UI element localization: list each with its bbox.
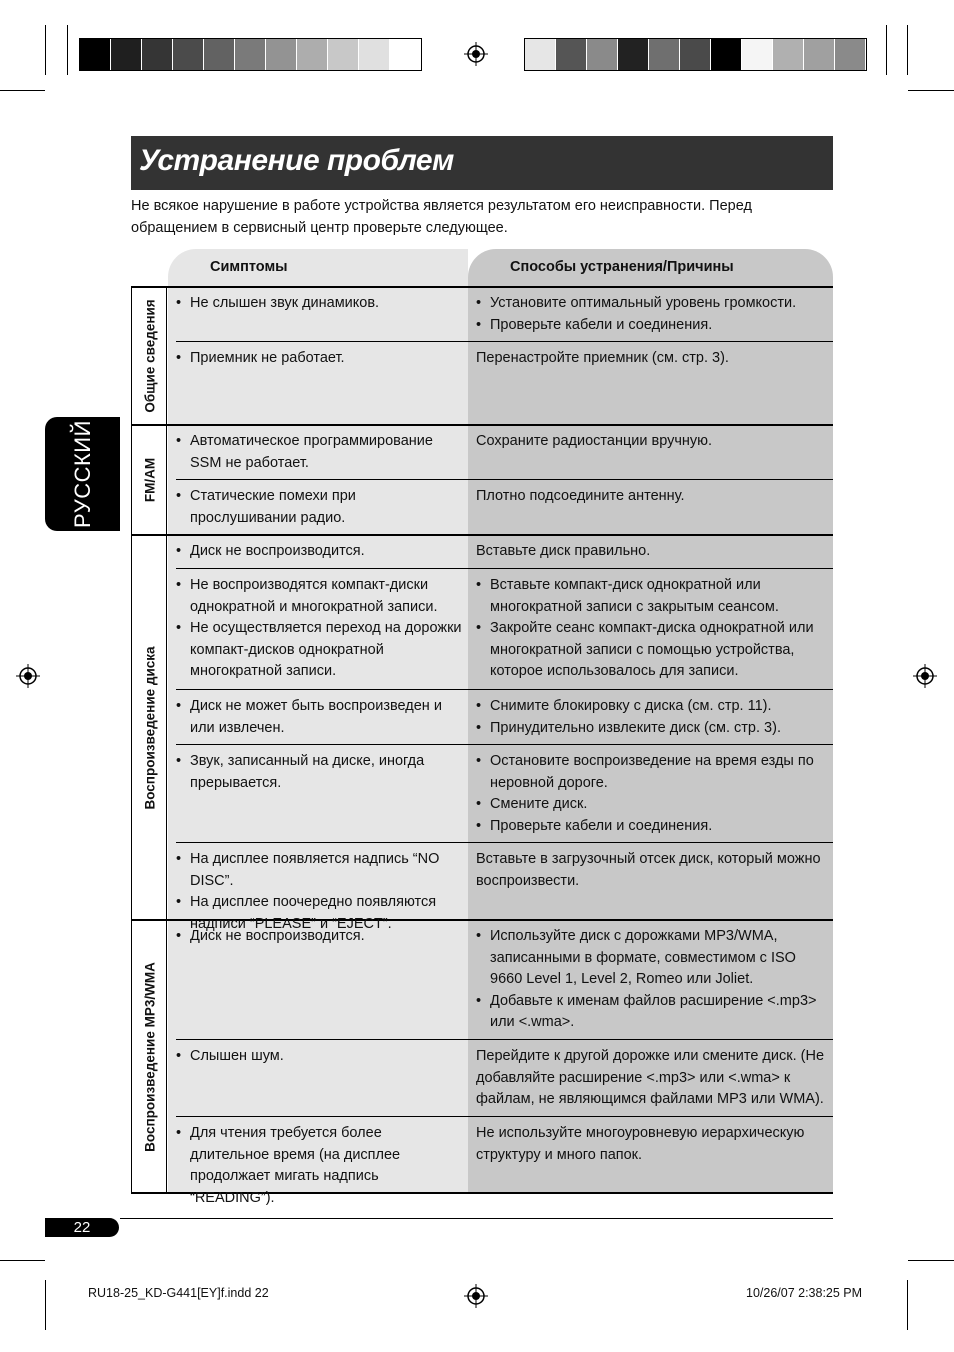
registration-target-icon	[464, 1284, 488, 1308]
crop-mark	[0, 90, 45, 91]
symptom-item: • Звук, записанный на диске, иногда прерывается.	[176, 751, 464, 794]
registration-target-icon	[913, 664, 937, 688]
category-general: Общие сведения	[131, 287, 168, 425]
remedy-item: • Установите оптимальный уровень громкости.	[476, 293, 826, 315]
remedy-item: • Проверьте кабели и соединения.	[476, 315, 826, 337]
remedy-text: Вставьте диск правильно.	[476, 543, 651, 559]
color-swatch	[328, 39, 359, 70]
category-disc-playback: Воспроизведение диска	[131, 535, 168, 920]
symptom-cell	[176, 541, 464, 563]
registration-target-icon	[464, 42, 488, 66]
symptom-cell	[176, 849, 464, 935]
symptom-cell	[176, 575, 464, 683]
color-swatch	[804, 39, 835, 70]
color-swatch	[556, 39, 587, 70]
color-swatch	[111, 39, 142, 70]
color-swatch-bar-right	[524, 38, 867, 71]
color-swatch	[266, 39, 297, 70]
registration-target-icon	[16, 664, 40, 688]
language-tab-label: РУССКИЙ	[69, 420, 95, 528]
section-rule	[131, 424, 833, 426]
remedy-item: • Смените диск.	[476, 794, 826, 816]
color-swatch	[649, 39, 680, 70]
symptom-cell	[176, 751, 464, 794]
remedy-cell	[476, 1046, 826, 1111]
color-swatch	[359, 39, 390, 70]
row-rule	[176, 1039, 833, 1040]
color-swatch	[587, 39, 618, 70]
symptom-item: • Диск не может быть воспроизведен и или извлечен.	[176, 696, 464, 739]
page-title: Устранение проблем	[139, 144, 454, 177]
crop-mark	[908, 90, 954, 91]
symptom-item: • Не воспроизводятся компакт-диски однократной и многократной записи.	[176, 575, 464, 618]
crop-mark	[907, 1280, 908, 1330]
symptom-item: • Слышен шум.	[176, 1046, 464, 1068]
crop-mark	[45, 25, 46, 75]
crop-mark	[0, 1260, 45, 1261]
symptom-item: • Диск не воспроизводится.	[176, 541, 464, 563]
color-swatch	[297, 39, 328, 70]
footer-file-slug: RU18-25_KD-G441[EY]f.indd 22	[88, 1286, 269, 1300]
symptom-cell	[176, 1123, 464, 1209]
color-swatch	[618, 39, 649, 70]
remedy-item: • Вставьте компакт-диск однократной или многократной записи с закрытым сеансом.	[476, 575, 826, 618]
color-swatch	[742, 39, 773, 70]
remedy-cell	[476, 293, 826, 336]
remedy-item: • Остановите воспроизведение на время езды по неровной дороге.	[476, 751, 826, 794]
category-divider	[166, 287, 167, 1193]
color-swatch	[204, 39, 235, 70]
symptom-cell	[176, 696, 464, 739]
color-swatch	[173, 39, 204, 70]
symptom-item: • На дисплее появляется надпись “NO DISC”.	[176, 849, 464, 892]
symptom-cell	[176, 348, 464, 370]
crop-mark	[886, 25, 887, 75]
remedies-header: Способы устранения/Причины	[468, 249, 833, 287]
symptom-item: • Автоматическое программирование SSM не работает.	[176, 431, 464, 474]
row-rule	[176, 568, 833, 569]
color-swatch	[390, 39, 421, 70]
row-rule	[176, 341, 833, 342]
crop-mark	[45, 1280, 46, 1330]
row-rule	[176, 1116, 833, 1117]
remedy-item: • Проверьте кабели и соединения.	[476, 816, 826, 838]
symptom-cell	[176, 1046, 464, 1068]
category-fm-am: FM/AM	[131, 425, 168, 535]
remedy-cell	[476, 575, 826, 683]
row-rule	[176, 689, 833, 690]
crop-mark	[907, 25, 908, 75]
remedy-cell	[476, 696, 826, 739]
symptom-item: • Диск не воспроизводится.	[176, 926, 464, 948]
remedy-text: Плотно подсоедините антенну.	[476, 488, 685, 504]
row-rule	[176, 744, 833, 745]
remedy-text: Не используйте многоуровневую иерархическую структуру и много папок.	[476, 1125, 805, 1163]
symptom-item: • Не слышен звук динамиков.	[176, 293, 464, 315]
color-swatch	[235, 39, 266, 70]
crop-mark	[67, 25, 68, 75]
remedy-cell	[476, 751, 826, 837]
remedy-cell	[476, 348, 826, 370]
remedy-cell	[476, 541, 826, 563]
table-rule	[131, 286, 833, 288]
color-swatch	[711, 39, 742, 70]
category-mp3-wma: Воспроизведение MP3/WMA	[131, 920, 168, 1193]
symptom-item: • Для чтения требуется более длительное время (на дисплее продолжает мигать надпись “READING”).	[176, 1123, 464, 1209]
crop-mark	[908, 1260, 954, 1261]
row-rule	[176, 479, 833, 480]
remedy-item: • Снимите блокировку с диска (см. стр. 11).	[476, 696, 826, 718]
color-swatch	[142, 39, 173, 70]
color-swatch	[525, 39, 556, 70]
remedy-item: • Закройте сеанс компакт-диска однократной или многократной записи с помощью устройства, которое использовалось для записи.	[476, 618, 826, 683]
remedy-cell	[476, 486, 826, 508]
remedy-text: Перенастройте приемник (см. стр. 3).	[476, 350, 729, 366]
symptom-cell	[176, 431, 464, 474]
color-swatch	[680, 39, 711, 70]
remedy-cell	[476, 1123, 826, 1166]
color-swatch	[80, 39, 111, 70]
symptom-item: • Не осуществляется переход на дорожки компакт-дисков однократной многократной записи.	[176, 618, 464, 683]
remedy-text: Вставьте в загрузочный отсек диск, который можно воспроизвести.	[476, 851, 821, 889]
color-swatch-bar-left	[79, 38, 422, 71]
color-swatch	[835, 39, 866, 70]
footer-rule	[120, 1218, 833, 1219]
remedy-cell	[476, 431, 826, 453]
remedy-item: • Принудительно извлеките диск (см. стр. 3).	[476, 718, 826, 740]
symptom-item: • На дисплее поочередно появляются надписи “PLEASE” и “EJECT”.	[176, 892, 464, 935]
remedy-text: Сохраните радиостанции вручную.	[476, 433, 713, 449]
symptom-item: • Статические помехи при прослушивании радио.	[176, 486, 464, 529]
footer-date-slug: 10/26/07 2:38:25 PM	[746, 1286, 863, 1300]
row-rule	[176, 842, 833, 843]
page-number: 22	[45, 1218, 119, 1237]
symptoms-header: Симптомы	[168, 249, 468, 287]
title-bar	[131, 136, 833, 190]
remedy-cell	[476, 849, 826, 892]
symptom-cell	[176, 926, 464, 948]
section-rule	[131, 534, 833, 536]
intro-paragraph: Не всякое нарушение в работе устройства является результатом его неисправности. Перед обращением в сервисный центр проверьте следующее.	[131, 198, 752, 236]
symptom-cell	[176, 293, 464, 315]
symptom-item: • Приемник не работает.	[176, 348, 464, 370]
remedy-text: Перейдите к другой дорожке или смените диск. (Не добавляйте расширение <.mp3> или <.wma> к файлам, не являющимся файлами MP3 или WMA).	[476, 1048, 825, 1107]
color-swatch	[773, 39, 804, 70]
language-tab	[45, 417, 120, 531]
symptom-cell	[176, 486, 464, 529]
remedy-item: • Используйте диск с дорожками MP3/WMA, записанными в формате, совместимом с ISO 9660 Level 1, Level 2, Romeo или Joliet.	[476, 926, 826, 991]
remedy-cell	[476, 926, 826, 1034]
remedy-item: • Добавьте к именам файлов расширение <.mp3> или <.wma>.	[476, 991, 826, 1034]
